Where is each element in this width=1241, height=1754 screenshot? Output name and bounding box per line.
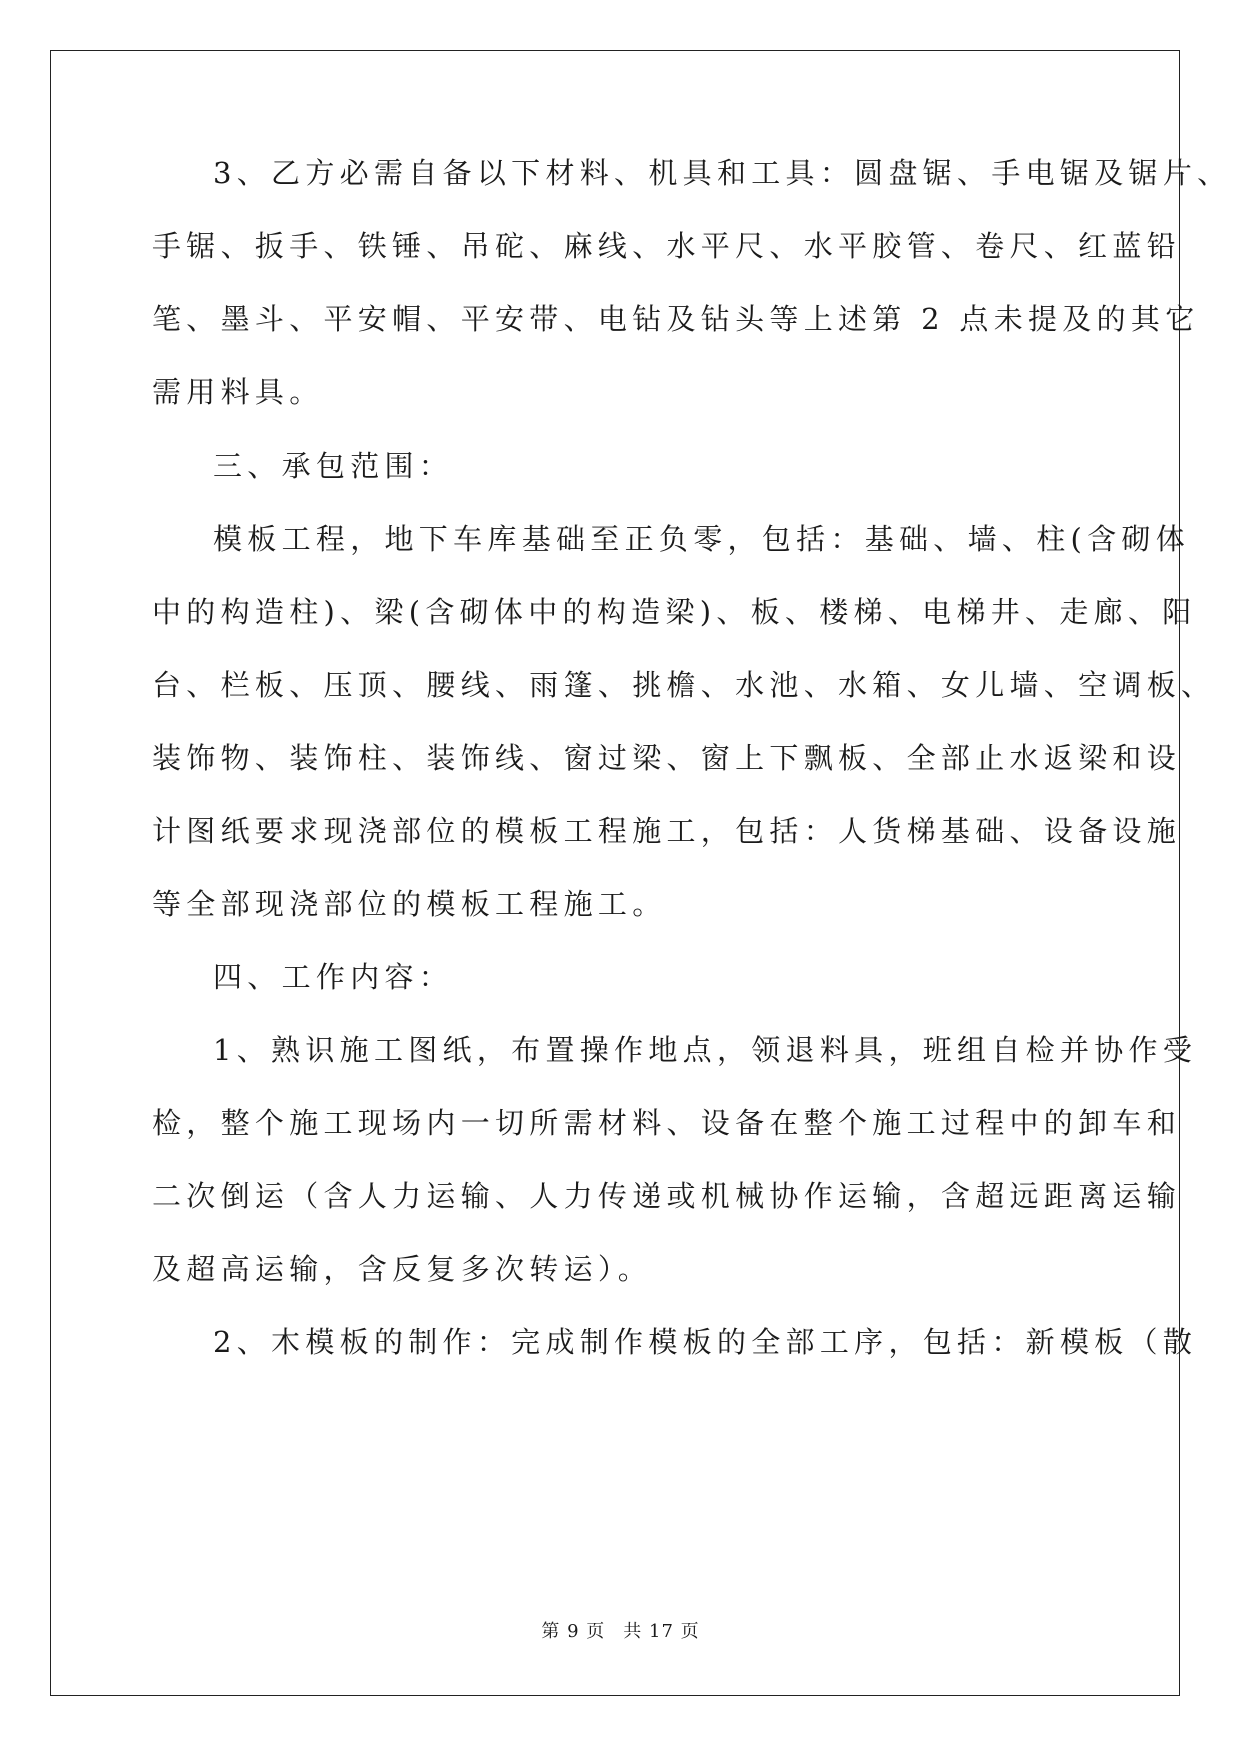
page-number: 第 9 页 <box>541 1621 606 1642</box>
text-line: 2、木模板的制作：完成制作模板的全部工序，包括：新模板（散 <box>213 1325 1198 1359</box>
page-total: 共 17 页 <box>623 1621 700 1642</box>
text-line: 手锯、扳手、铁锤、吊砣、麻线、水平尺、水平胶管、卷尺、红蓝铅 <box>152 229 1182 263</box>
text-line: 等全部现浇部位的模板工程施工。 <box>152 887 667 921</box>
text-line: 检，整个施工现场内一切所需材料、设备在整个施工过程中的卸车和 <box>152 1106 1182 1140</box>
page-border <box>50 50 1180 1696</box>
text-line: 计图纸要求现浇部位的模板工程施工，包括：人货梯基础、设备设施 <box>152 814 1182 848</box>
text-line: 3、乙方必需自备以下材料、机具和工具：圆盘锯、手电锯及锯片、 <box>213 156 1232 190</box>
section-heading: 三、承包范围： <box>213 449 454 483</box>
text-line: 中的构造柱)、梁(含砌体中的构造梁)、板、楼梯、电梯井、走廊、阳 <box>152 595 1197 629</box>
section-heading: 四、工作内容： <box>213 960 454 994</box>
text-line: 二次倒运（含人力运输、人力传递或机械协作运输，含超远距离运输 <box>152 1179 1182 1213</box>
text-line: 及超高运输，含反复多次转运）。 <box>152 1252 653 1286</box>
text-line: 1、熟识施工图纸，布置操作地点，领退料具，班组自检并协作受 <box>213 1033 1198 1067</box>
text-line: 装饰物、装饰柱、装饰线、窗过梁、窗上下飘板、全部止水返梁和设 <box>152 741 1182 775</box>
text-line: 台、栏板、压顶、腰线、雨篷、挑檐、水池、水箱、女儿墙、空调板、 <box>152 668 1216 702</box>
text-line: 需用料具。 <box>152 375 324 409</box>
text-line: 模板工程，地下车库基础至正负零，包括：基础、墙、柱(含砌体 <box>213 522 1191 556</box>
text-line: 笔、墨斗、平安帽、平安带、电钻及钻头等上述第 2 点未提及的其它 <box>152 302 1200 336</box>
page-footer <box>0 1617 1241 1643</box>
